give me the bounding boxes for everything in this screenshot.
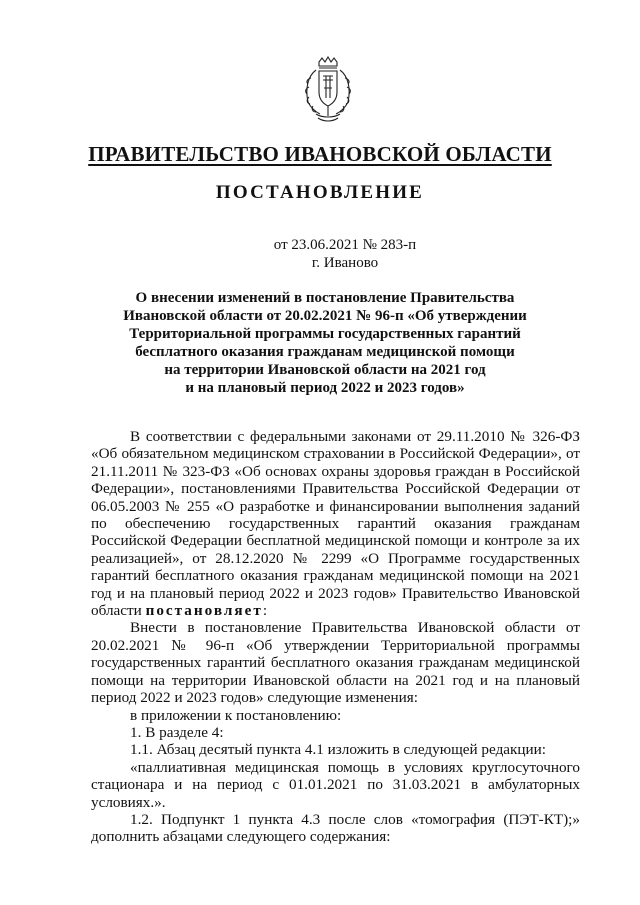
subject-line: О внесении изменений в постановление Правительства bbox=[135, 290, 515, 306]
subject-line: бесплатного оказания гражданам медицинской помощи bbox=[135, 344, 515, 360]
document-body bbox=[91, 428, 580, 846]
body-paragraph: 1.2. Подпункт 1 пункта 4.3 после слов «томография (ПЭТ-КТ);» дополнить абзацами следующего содержания: bbox=[91, 810, 580, 846]
government-title: ПРАВИТЕЛЬСТВО ИВАНОВСКОЙ ОБЛАСТИ bbox=[88, 142, 552, 166]
body-paragraph: «паллиативная медицинская помощь в условиях круглосуточного стационара и на период с 01.01.2021 по 31.03.2021 в амбулаторных условиях.». bbox=[91, 758, 580, 811]
subject-line: Ивановской области от 20.02.2021 № 96-п «Об утверждении bbox=[123, 308, 527, 324]
coat-of-arms-emblem bbox=[302, 56, 354, 124]
preamble-text: В соответствии с федеральными законами от 29.11.2010 № 326-ФЗ «Об обязательном медицинском страховании в Российской Федерации», от 21.11.2011 № 323-ФЗ «Об основах охраны здоровья граждан в Российской Федерации», постановлениями Правительства Российской Федерации от 06.05.2003 № 255 «О разработке и финансировании выполнения заданий по обеспечению государственных гарантий оказания гражданам Российской Федерации бесплатной медицинской помощи и контроле за их реализацией», от 28.12.2020 № 2299 «О Программе государственных гарантий бесплатного оказания гражданам медицинской помощи на 2021 год и на плановый период 2022 и 2023 годов» Правительство Ивановской области bbox=[91, 428, 580, 620]
body-paragraph: в приложении к постановлению: bbox=[130, 706, 342, 724]
body-paragraph: 1. В разделе 4: bbox=[130, 723, 224, 741]
city: г. Иваново bbox=[311, 255, 379, 271]
date-number: от 23.06.2021 № 283-п bbox=[273, 237, 417, 253]
subject-line: и на плановый период 2022 и 2023 годов» bbox=[185, 380, 465, 396]
body-paragraph: Внести в постановление Правительства Ивановской области от 20.02.2021 № 96-п «Об утверждении Территориальной программы государственных гарантий бесплатного оказания гражданам медицинской помощи на территории Ивановской области на 2021 год и на плановый период 2022 и 2023 годов» следующие изменения: bbox=[91, 619, 580, 707]
subject-line: на территории Ивановской области на 2021 год bbox=[164, 362, 486, 378]
decree-word: постановляет bbox=[145, 602, 263, 620]
body-paragraph: 1.1. Абзац десятый пункта 4.1 изложить в следующей редакции: bbox=[130, 741, 547, 759]
preamble-paragraph bbox=[91, 428, 580, 619]
document-type-title: ПОСТАНОВЛЕНИЕ bbox=[215, 182, 425, 203]
document-meta bbox=[0, 236, 640, 272]
preamble-end: : bbox=[262, 602, 268, 620]
document-subject bbox=[90, 289, 560, 397]
subject-line: Территориальной программы государственных гарантий bbox=[129, 326, 521, 342]
